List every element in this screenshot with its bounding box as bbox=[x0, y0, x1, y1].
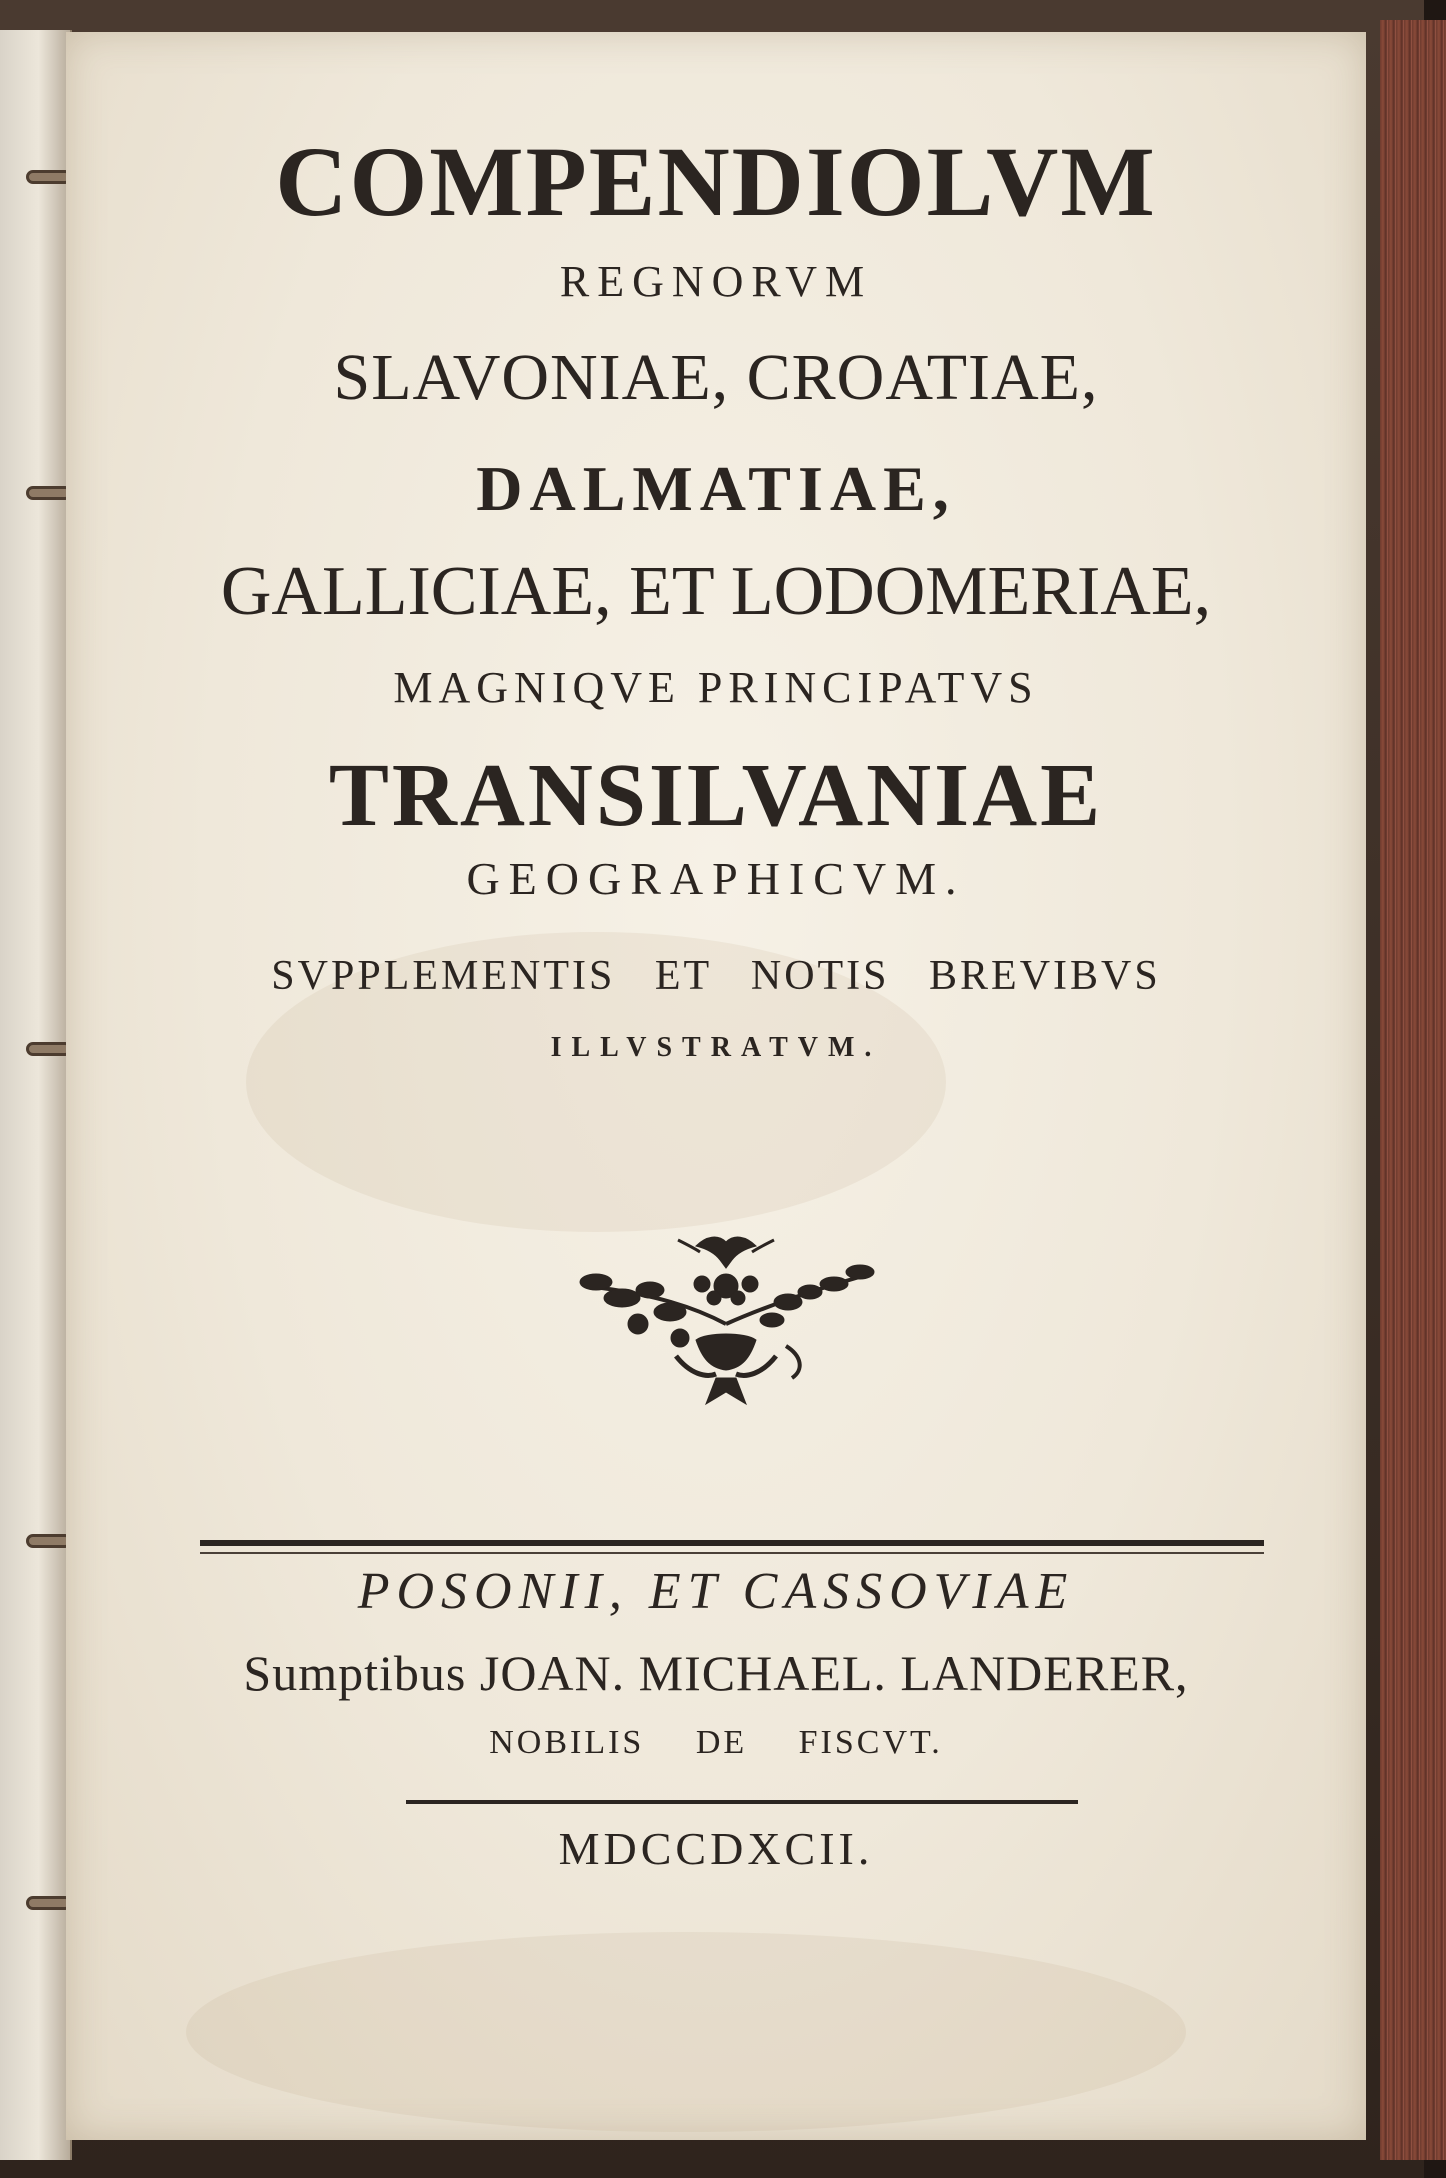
double-rule-divider-thin bbox=[200, 1552, 1264, 1554]
title-line-transilvaniae: TRANSILVANIAE bbox=[328, 746, 1104, 845]
title-page-content bbox=[66, 32, 1366, 2140]
subtitle-illustratum: ILLVSTRATVM. bbox=[550, 1032, 882, 1063]
page-edges bbox=[1380, 20, 1446, 2160]
floral-vignette-icon bbox=[566, 1228, 886, 1408]
title-line-magnique: MAGNIQVE PRINCIPATVS bbox=[393, 663, 1039, 712]
imprint-nobilis: NOBILIS DE FISCVT. bbox=[489, 1724, 943, 1761]
imprint-year: MDCCDXCII. bbox=[558, 1823, 874, 1874]
title-line-regnorum: REGNORVM bbox=[559, 257, 873, 306]
main-title: COMPENDIOLVM bbox=[275, 126, 1157, 237]
imprint-publisher: Sumptibus JOAN. MICHAEL. LANDERER, bbox=[243, 1645, 1189, 1701]
short-rule-divider bbox=[406, 1800, 1078, 1804]
title-line-dalmatiae: DALMATIAE, bbox=[476, 453, 956, 524]
title-line-galliciae: GALLICIAE, ET LODOMERIAE, bbox=[220, 553, 1212, 630]
title-line-slavoniae: SLAVONIAE, CROATIAE, bbox=[333, 341, 1099, 414]
double-rule-divider bbox=[200, 1540, 1264, 1546]
subtitle-supplementis: SVPPLEMENTIS ET NOTIS BREVIBVS bbox=[271, 953, 1161, 999]
binding-strip bbox=[0, 30, 72, 2160]
imprint-place: POSONII, ET CASSOVIAE bbox=[357, 1563, 1075, 1620]
title-line-geographicum: GEOGRAPHICVM. bbox=[466, 853, 966, 904]
title-page bbox=[66, 32, 1366, 2140]
